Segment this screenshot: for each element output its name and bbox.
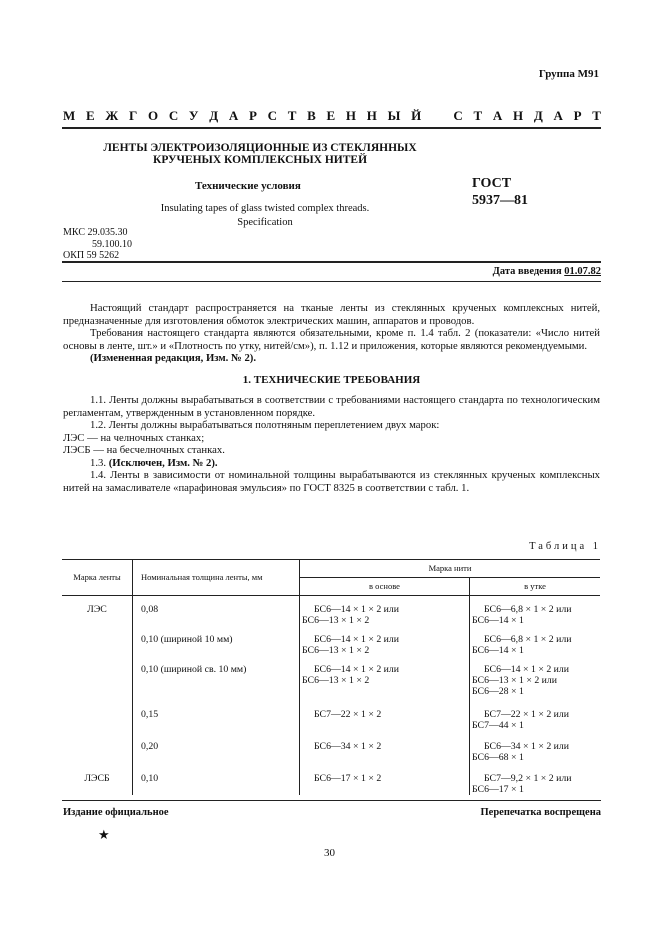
- table-body: [62, 596, 600, 796]
- footer-rule: [62, 800, 601, 801]
- interstate-letter: С: [168, 108, 179, 123]
- group-label: Группа М91: [538, 68, 599, 80]
- weft-thread: БС6—17 × 1: [472, 784, 524, 795]
- interstate-letter: Ж: [105, 108, 119, 123]
- weft-thread: БС7—9,2 × 1 × 2 или: [484, 773, 572, 784]
- weft-thread: БС6—6,8 × 1 × 2 или: [484, 604, 572, 615]
- interstate-letter: Т: [287, 108, 297, 123]
- weft-thread: БС6—14 × 1 × 2 или: [484, 664, 570, 675]
- table-caption: Таблица 1: [529, 541, 601, 552]
- header-thread-brand: Марка нити: [300, 560, 601, 578]
- cell-weft: [470, 731, 601, 763]
- interstate-letter: А: [228, 108, 239, 123]
- interstate-letter: А: [553, 108, 563, 123]
- paragraph-1-3: [63, 457, 600, 470]
- header-rule: [62, 127, 601, 129]
- document-title: [90, 142, 430, 166]
- cell-weft: [470, 626, 601, 656]
- document-body: [63, 302, 600, 494]
- interstate-letter: М: [63, 108, 76, 123]
- interstate-letter: А: [492, 108, 503, 123]
- cell-thickness: 0,10: [133, 763, 300, 795]
- cell-brand: [62, 731, 133, 763]
- warp-thread: БС6—13 × 1 × 2: [302, 645, 370, 656]
- interstate-letter: У: [188, 108, 199, 123]
- star-icon: ★: [98, 827, 110, 842]
- cell-warp: [300, 697, 470, 731]
- interstate-letter: Н: [366, 108, 377, 123]
- interstate-letter: В: [307, 108, 316, 123]
- interstate-letter: Г: [128, 108, 138, 123]
- english-title-line-1: Insulating tapes of glass twisted complex threads.: [160, 203, 370, 214]
- thread-table: [62, 559, 600, 795]
- interstate-letter: Т: [592, 108, 601, 123]
- paragraph-amendment: (Измененная редакция, Изм. № 2).: [90, 352, 257, 364]
- interstate-letter: Д: [209, 108, 219, 123]
- classification-codes: [63, 227, 132, 262]
- paragraph-1-1: 1.1. Ленты должны вырабатываться в соответствии с требованиями настоящего стандарта по технологическим регламентам, утвержденным в установленном порядке.: [63, 394, 600, 419]
- interstate-letter: С: [453, 108, 463, 123]
- cell-warp: [300, 731, 470, 763]
- interstate-letter: Р: [248, 108, 257, 123]
- header-thickness: Номинальная толщина ленты, мм: [133, 560, 300, 596]
- weft-thread: БС7—44 × 1: [472, 720, 524, 731]
- introduction-date: [493, 266, 601, 277]
- reprint-prohibited: Перепечатка воспрещена: [480, 807, 601, 818]
- cell-thickness: 0,20: [133, 731, 300, 763]
- warp-thread: БС6—13 × 1 × 2: [302, 615, 370, 626]
- code-mks-2: 59.100.10: [92, 238, 132, 250]
- cell-warp: [300, 626, 470, 656]
- paragraph-lesb: ЛЭСБ — на бесчелночных станках.: [63, 444, 225, 456]
- date-rule: [62, 281, 601, 282]
- interstate-letter: Й: [411, 108, 422, 123]
- interstate-letter: Д: [533, 108, 543, 123]
- interstate-letter: Е: [326, 108, 336, 123]
- official-edition: Издание официальное: [63, 807, 169, 818]
- weft-thread: БС6—14 × 1: [472, 645, 524, 656]
- cell-brand: [62, 697, 133, 731]
- warp-thread: БС6—14 × 1 × 2 или: [314, 664, 400, 675]
- cell-weft: [470, 763, 601, 795]
- cell-weft: [470, 697, 601, 731]
- cell-brand: ЛЭС: [87, 604, 107, 615]
- warp-thread: БС6—17 × 1 × 2: [314, 773, 382, 784]
- table-row: [62, 596, 600, 627]
- table-row: [62, 656, 600, 697]
- paragraph-1-2: 1.2. Ленты должны вырабатываться полотняным переплетением двух марок:: [90, 419, 440, 431]
- cell-thickness: 0,10 (шириной св. 10 мм): [133, 656, 300, 697]
- header-warp: в основе: [300, 578, 470, 596]
- paragraph-1-3-text: (Исключен, Изм. № 2).: [108, 456, 218, 469]
- paragraph-scope: Настоящий стандарт распространяется на тканые ленты из стеклянных крученых комплексных нитей, предназначенные для изготовления обмоток электрических машин, аппаратов и проводов.: [63, 302, 600, 327]
- title-line-2: КРУЧЕНЫХ КОМПЛЕКСНЫХ НИТЕЙ: [152, 154, 368, 166]
- cell-thickness: 0,08: [133, 596, 300, 627]
- section-heading: 1. ТЕХНИЧЕСКИЕ ТРЕБОВАНИЯ: [242, 373, 421, 386]
- warp-thread: БС6—14 × 1 × 2 или: [314, 604, 400, 615]
- weft-thread: БС6—13 × 1 × 2 или: [472, 675, 558, 686]
- gost-number: [472, 175, 528, 209]
- cell-brand: ЛЭСБ: [84, 773, 110, 784]
- english-title: [140, 202, 390, 230]
- weft-thread: БС6—28 × 1: [472, 686, 524, 697]
- interstate-letter: Ы: [387, 108, 401, 123]
- weft-thread: БС6—34 × 1 × 2 или: [484, 741, 570, 752]
- header-weft: в утке: [470, 578, 601, 596]
- interstate-letter: Н: [512, 108, 524, 123]
- table-row: [62, 763, 600, 795]
- weft-thread: БС6—6,8 × 1 × 2 или: [484, 634, 572, 645]
- intro-date-value: 01.07.82: [564, 266, 601, 277]
- table-row: [62, 697, 600, 731]
- paragraph-1-4: 1.4. Ленты в зависимости от номинальной толщины вырабатываются из стеклянных крученых комплексных нитей на замасливателе «парафиновая эмульсия» по ГОСТ 8325 в соответствии с табл. 1.: [63, 469, 600, 494]
- interstate-letter: О: [147, 108, 159, 123]
- weft-thread: БС6—68 × 1: [472, 752, 524, 763]
- table-row: [62, 731, 600, 763]
- interstate-standard-heading: [63, 108, 601, 124]
- table-row: [62, 626, 600, 656]
- title-line-1: ЛЕНТЫ ЭЛЕКТРОИЗОЛЯЦИОННЫЕ ИЗ СТЕКЛЯННЫХ: [103, 142, 417, 154]
- interstate-letter: Е: [86, 108, 95, 123]
- paragraph-1-3-number: 1.3.: [90, 456, 107, 469]
- cell-thickness: 0,15: [133, 697, 300, 731]
- cell-warp: [300, 763, 470, 795]
- weft-thread: БС7—22 × 1 × 2 или: [484, 709, 570, 720]
- cell-weft: [470, 656, 601, 697]
- page-number: 30: [324, 847, 335, 859]
- intro-date-label: Дата введения: [492, 266, 562, 277]
- codes-rule: [62, 261, 601, 263]
- gost-label: ГОСТ: [472, 176, 512, 191]
- interstate-letter: Т: [473, 108, 483, 123]
- cell-brand: [62, 656, 133, 697]
- code-mks-1: МКС 29.035.30: [63, 227, 128, 238]
- cell-warp: [300, 596, 470, 627]
- cell-weft: [470, 596, 601, 627]
- header-brand: Марка ленты: [62, 560, 133, 596]
- cell-brand: [62, 626, 133, 656]
- warp-thread: БС7—22 × 1 × 2: [314, 709, 382, 720]
- cell-thickness: 0,10 (шириной 10 мм): [133, 626, 300, 656]
- interstate-letter: Н: [345, 108, 357, 123]
- warp-thread: БС6—34 × 1 × 2: [314, 741, 382, 752]
- interstate-letter: Р: [573, 108, 582, 123]
- warp-thread: БС6—13 × 1 × 2: [302, 675, 370, 686]
- cell-warp: [300, 656, 470, 697]
- code-okp: ОКП 59 5262: [63, 250, 120, 261]
- interstate-letter: С: [267, 108, 278, 123]
- gost-code: 5937—81: [472, 193, 528, 208]
- warp-thread: БС6—14 × 1 × 2 или: [314, 634, 400, 645]
- document-subtitle: Технические условия: [195, 180, 301, 192]
- paragraph-les: ЛЭС — на челночных станках;: [63, 431, 205, 444]
- weft-thread: БС6—14 × 1: [472, 615, 524, 626]
- paragraph-requirements: Требования настоящего стандарта являются обязательными, кроме п. 1.4 табл. 2 (показатели: «Число нитей основы в ленте, шт.» и «Плотность по утку, нитей/см»), п. 1.12 и приложения, которые являются рекомендуемыми.: [63, 327, 600, 352]
- english-title-line-2: Specification: [237, 217, 293, 228]
